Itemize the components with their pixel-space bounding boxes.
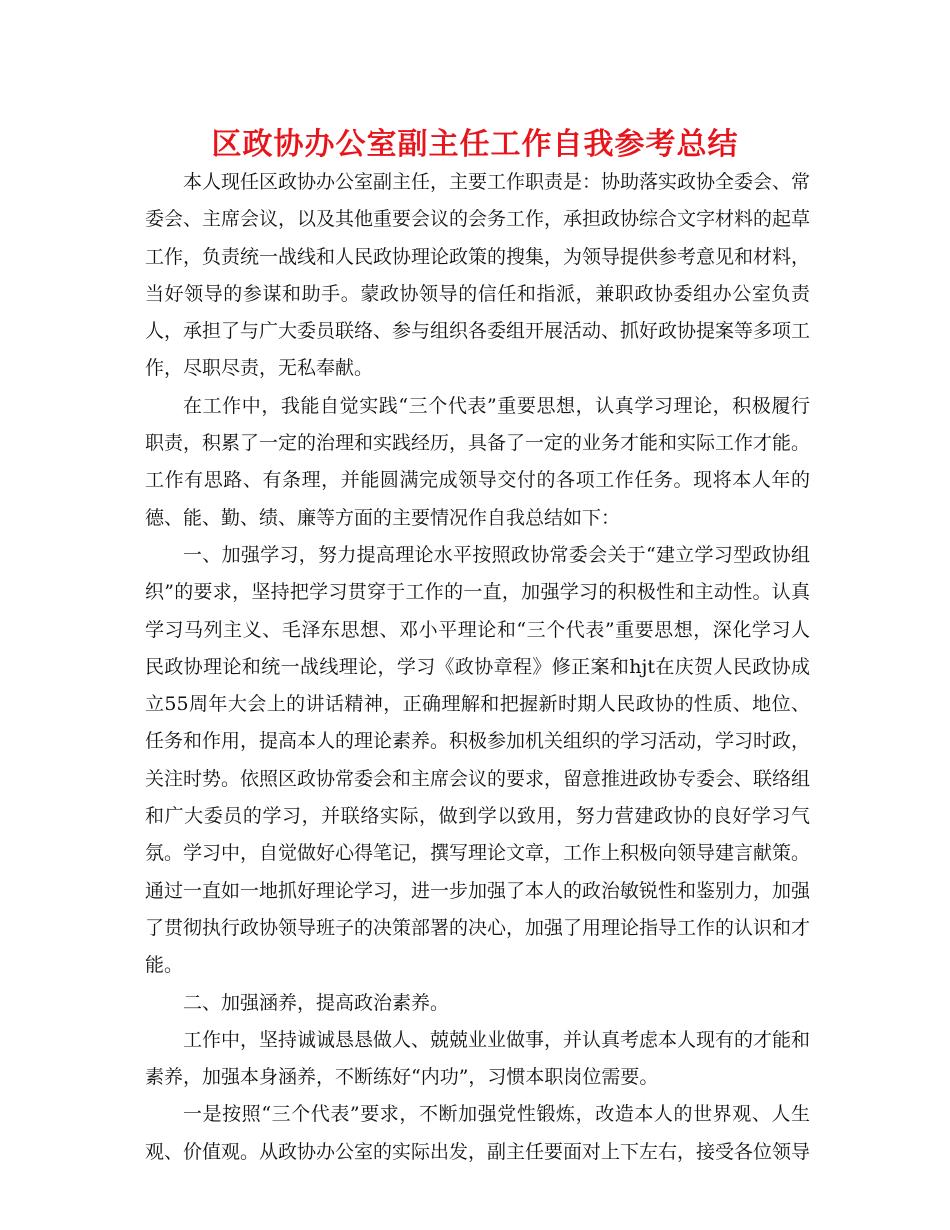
document-body: [145, 164, 810, 1171]
paragraph-1: 本人现任区政协办公室副主任，主要工作职责是：协助落实政协全委会、常委会、主席会议，以及其他重要会议的会务工作，承担政协综合文字材料的起草工作，负责统一战线和人民政协理论政策的搜集，为领导提供参考意见和材料，当好领导的参谋和助手。蒙政协领导的信任和指派，兼职政协委组办公室负责人，承担了与广大委员联络、参与组织各委组开展活动、抓好政协提案等多项工作，尽职尽责，无私奉献。: [145, 171, 811, 380]
paragraph-4: 二、加强涵养，提高政治素养。: [183, 991, 450, 1014]
document-title: 区政协办公室副主任工作自我参考总结: [211, 127, 739, 162]
paragraph-5: 工作中，坚持诚诚恳恳做人、兢兢业业做事，并认真考虑本人现有的才能和素养，加强本身涵养，不断练好“内功”，习惯本职岗位需要。: [145, 1028, 811, 1089]
paragraph-6: 一是按照“三个代表”要求，不断加强党性锻炼，改造本人的世界观、人生观、价值观。从政协办公室的实际出发，副主任要面对上下左右，接受各位领导: [145, 1103, 811, 1163]
paragraph-2: 在工作中，我能自觉实践“三个代表”重要思想，认真学习理论，积极履行职责，积累了一定的治理和实践经历，具备了一定的业务才能和实际工作才能。工作有思路、有条理，并能圆满完成领导交付的各项工作任务。现将本人年的德、能、勤、绩、廉等方面的主要情况作自我总结如下：: [145, 394, 811, 529]
paragraph-3: 一、加强学习，努力提高理论水平按照政协常委会关于“建立学习型政协组织”的要求，坚持把学习贯穿于工作的一直，加强学习的积极性和主动性。认真学习马列主义、毛泽东思想、邓小平理论和“三个代表”重要思想，深化学习人民政协理论和统一战线理论，学习《政协章程》修正案和hjt在庆贺人民政协成立55周年大会上的讲话精神，正确理解和把握新时期人民政协的性质、地位、任务和作用，提高本人的理论素养。积极参加机关组织的学习活动，学习时政，关注时势。依照区政协常委会和主席会议的要求，留意推进政协专委会、联络组和广大委员的学习，并联络实际，做到学以致用，努力营建政协的良好学习气氛。学习中，自觉做好心得笔记，撰写理论文章，工作上积极向领导建言献策。通过一直如一地抓好理论学习，进一步加强了本人的政治敏锐性和鉴别力，加强了贯彻执行政协领导班子的决策部署的决心，加强了用理论指导工作的认识和才能。: [145, 543, 811, 977]
